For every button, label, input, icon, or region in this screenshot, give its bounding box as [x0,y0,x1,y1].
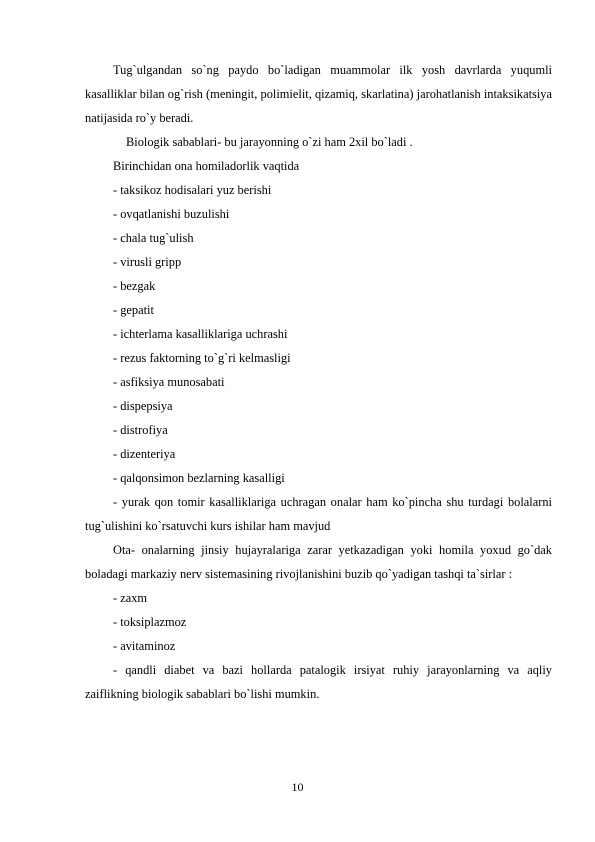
list-item: - taksikoz hodisalari yuz berishi [113,183,272,197]
list-item: - chala tug`ulish [113,231,194,245]
document-body [85,58,552,706]
paragraph-heart-disease: - yurak qon tomir kasalliklariga uchragan onalar ham ko`pincha shu turdagi bolalarni tug`ulishini ko`rsatuvchi kurs ishilar ham mavjud [85,495,552,533]
external-factors-list [85,586,552,658]
paragraph-intro: Tug`ulgandan so`ng paydo bo`ladigan muammolar ilk yosh davrlarda yuqumli kasalliklar bilan og`rish (meningit, polimielit, qizamiq, skarlatina) jarohatlanish intaksikatsiya natijasida ro`y beradi. [85,63,552,125]
list-item: - dizenteriya [113,447,176,461]
paragraph-diabetes: - qandli diabet va bazi hollarda patalogik irsiyat ruhiy jarayonlarning va aqliy zaiflikning biologik sabablari bo`lishi mumkin. [85,663,552,701]
list-item: - rezus faktorning to`g`ri kelmasligi [113,351,291,365]
list-item: - distrofiya [113,423,168,437]
paragraph-external-influences: Ota- onalarning jinsiy hujayralariga zarar yetkazadigan yoki homila yoxud go`dak boladagi markaziy nerv sistemasining rivojlanishini buzib qo`yadigan tashqi ta`sirlar : [85,543,552,581]
list-item: - avitaminoz [113,639,176,653]
list-item: - bezgak [113,279,156,293]
paragraph-first-cause: Birinchidan ona homiladorlik vaqtida [113,159,300,173]
page-number: 10 [291,780,304,794]
list-item: - zaxm [113,591,148,605]
maternal-factors-list [85,178,552,490]
paragraph-biological-causes: Biologik sabablari- bu jarayonning o`zi ham 2xil bo`ladi . [126,135,413,149]
list-item: - ovqatlanishi buzulishi [113,207,230,221]
list-item: - ichterlama kasalliklariga uchrashi [113,327,288,341]
list-item: - asfiksiya munosabati [113,375,225,389]
list-item: - toksiplazmoz [113,615,187,629]
list-item: - qalqonsimon bezlarning kasalligi [113,471,285,485]
list-item: - virusli gripp [113,255,182,269]
list-item: - gepatit [113,303,154,317]
list-item: - dispepsiya [113,399,173,413]
